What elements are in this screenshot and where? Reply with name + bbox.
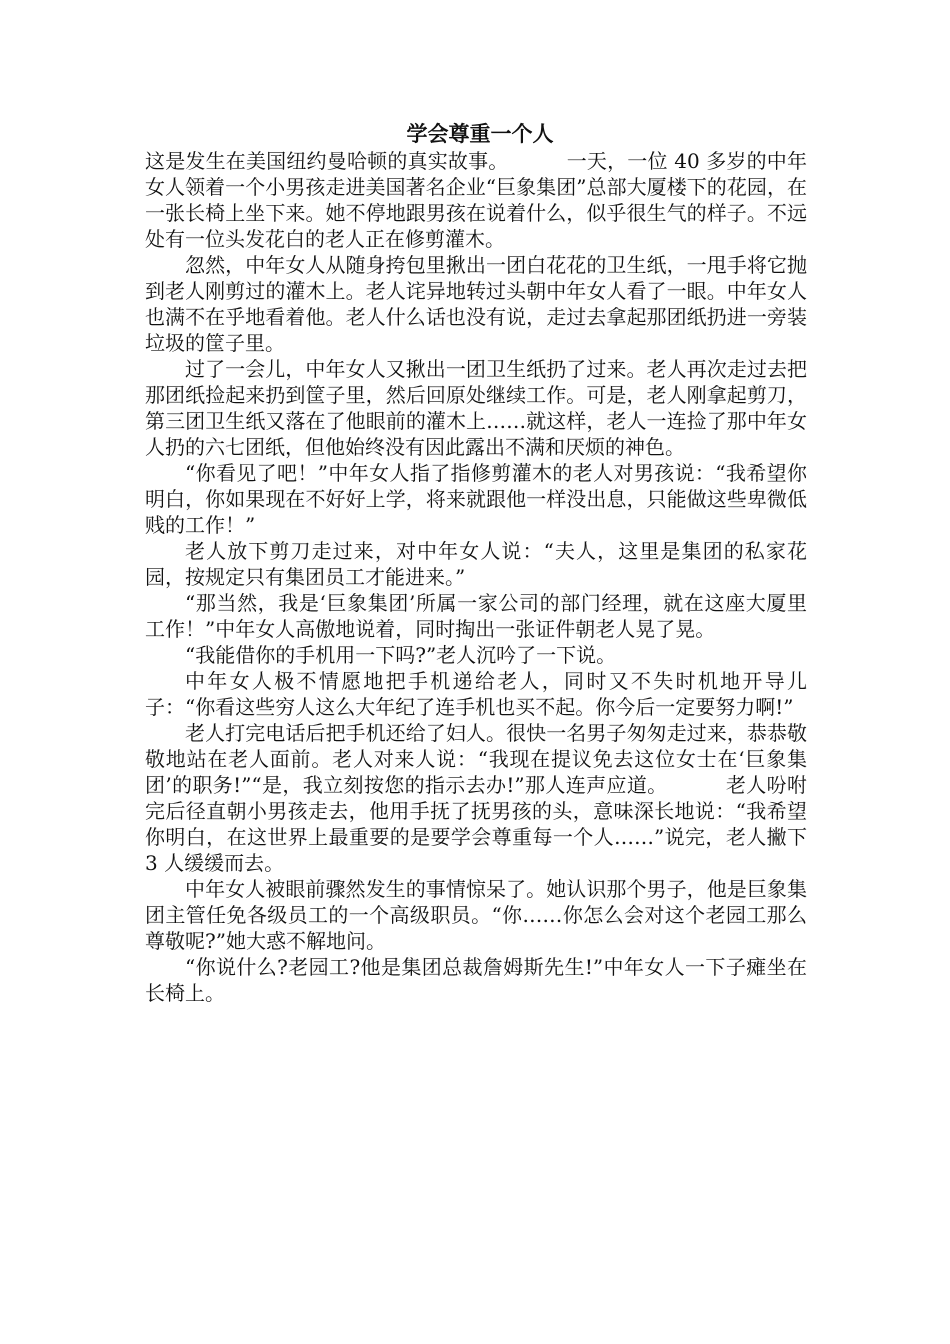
document-page bbox=[145, 120, 807, 1006]
paragraph-6: “那当然，我是‘巨象集团’所属一家公司的部门经理，就在这座大厦里工作！”中年女人高傲地说着，同时掏出一张证件朝老人晃了晃。 bbox=[145, 591, 807, 641]
paragraph-5: 老人放下剪刀走过来，对中年女人说：“夫人，这里是集团的私家花园，按规定只有集团员工才能进来。” bbox=[145, 539, 807, 589]
paragraph-3: 过了一会儿，中年女人又揪出一团卫生纸扔了过来。老人再次走过去把那团纸捡起来扔到筐子里，然后回原处继续工作。可是，老人刚拿起剪刀，第三团卫生纸又落在了他眼前的灌木上……就这样，老人一连捡了那中年女人扔的六七团纸，但他始终没有因此露出不满和厌烦的神色。 bbox=[145, 357, 807, 459]
paragraph-10: 中年女人被眼前骤然发生的事情惊呆了。她认识那个男子，他是巨象集团主管任免各级员工的一个高级职员。“你……你怎么会对这个老园工那么尊敬呢?”她大惑不解地问。 bbox=[145, 877, 807, 953]
paragraph-7: “我能借你的手机用一下吗?”老人沉吟了一下说。 bbox=[185, 643, 617, 667]
intro-sentence: 这是发生在美国纽约曼哈顿的真实故事。 bbox=[145, 149, 509, 173]
paragraph-4: “你看见了吧！”中年女人指了指修剪灌木的老人对男孩说：“我希望你明白，你如果现在不好好上学，将来就跟他一样没出息，只能做这些卑微低贱的工作！” bbox=[145, 461, 807, 537]
paragraph-9 bbox=[145, 720, 807, 876]
paragraph-9-part-a: 老人打完电话后把手机还给了妇人。很快一名男子匆匆走过来，恭恭敬敬地站在老人面前。老人对来人说：“我现在提议免去这位女士在‘巨象集团’的职务!”“是，我立刻按您的指示去办!”那人连声应道。 bbox=[145, 721, 807, 797]
paragraph-2: 忽然，中年女人从随身挎包里揪出一团白花花的卫生纸，一甩手将它抛到老人刚剪过的灌木上。老人诧异地转过头朝中年女人看了一眼。中年女人也满不在乎地看着他。老人什么话也没有说，走过去拿起那团纸扔进一旁装垃圾的筐子里。 bbox=[145, 253, 807, 355]
paragraph-intro bbox=[145, 148, 807, 252]
document-title: 学会尊重一个人 bbox=[406, 121, 554, 146]
paragraph-8: 中年女人极不情愿地把手机递给老人，同时又不失时机地开导儿子：“你看这些穷人这么大年纪了连手机也买不起。你今后一定要努力啊!” bbox=[145, 669, 807, 719]
paragraph-9-part-b: 老人吩咐完后径直朝小男孩走去，他用手抚了抚男孩的头，意味深长地说：“我希望你明白，在这世界上最重要的是要学会尊重每一个人……”说完，老人撇下 3 人缓缓而去。 bbox=[145, 773, 807, 875]
intro-story-start: 一天，一位 40 多岁的中年女人领着一个小男孩走进美国著名企业“巨象集团”总部大厦楼下的花园，在一张长椅上坐下来。她不停地跟男孩在说着什么，似乎很生气的样子。不远处有一位头发花白的老人正在修剪灌木。 bbox=[145, 149, 807, 251]
paragraph-11: “你说什么?老园工?他是集团总裁詹姆斯先生!”中年女人一下子瘫坐在长椅上。 bbox=[145, 955, 807, 1005]
